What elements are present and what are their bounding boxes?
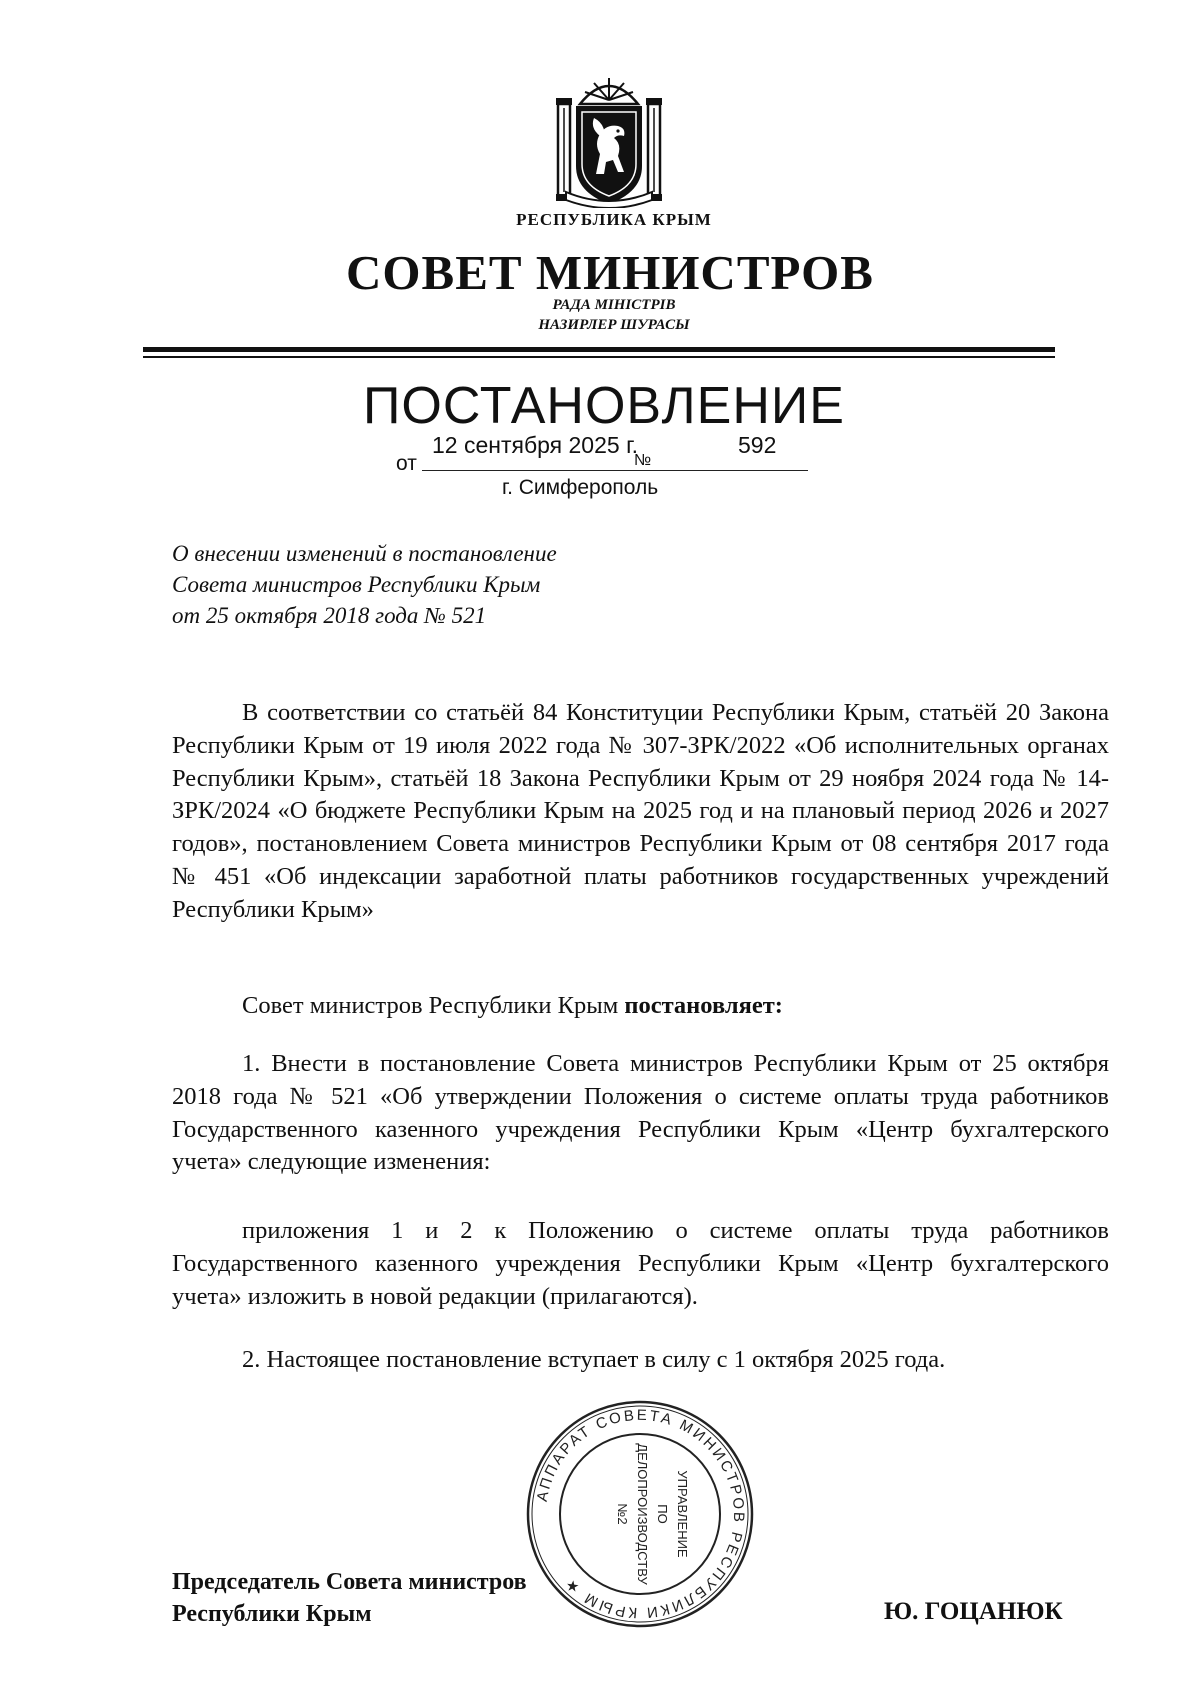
document-city: г. Симферополь <box>502 476 659 499</box>
svg-text:№2: №2 <box>615 1503 630 1525</box>
item-2-text: 2. Настоящее постановление вступает в силу с 1 октября 2025 года. <box>242 1346 946 1373</box>
council-name: СОВЕТ МИНИСТРОВ <box>346 245 874 300</box>
document-number-label: № <box>634 452 652 469</box>
appendix-text: приложения 1 и 2 к Положению о системе оплаты труда работников Государственного казенного учреждения Республики Крым «Центр бухгалтерского учета» изложить в новой редакции (прилагаются). <box>172 1217 1109 1310</box>
document-date: 12 сентября 2025 г. <box>432 432 639 458</box>
header-rule-thin <box>143 356 1055 358</box>
date-number-underline <box>422 470 808 471</box>
legal-basis-text: В соответствии со статьёй 84 Конституции Республики Крым, статьёй 20 Закона Республики Крым от 19 июля 2022 года № 307-ЗРК/2022 «Об исполнительных органах Республики Крым», статьёй 18 Закона Республики Крым от 29 ноября 2024 года № 14-ЗРК/2024 «О бюджете Республики Крым на 2025 год и на плановый период 2026 и 2027 годов», постановлением Совета министров Республики Крым от 08 сентября 2017 года № 451 «Об индексации заработной платы работников государственных учреждений Республики Крым» <box>172 699 1109 923</box>
signer-position-line: Республики Крым <box>172 1601 372 1627</box>
resolves-prefix: Совет министров Республики Крым <box>242 992 619 1019</box>
council-name-crimean-tatar: НАЗИРЛЕР ШУРАСЫ <box>538 317 690 333</box>
header-rule-thick <box>143 347 1055 352</box>
svg-text:УПРАВЛЕНИЕ: УПРАВЛЕНИЕ <box>675 1470 690 1558</box>
subject-line: О внесении изменений в постановление <box>172 541 557 566</box>
item-1-text: 1. Внести в постановление Совета министров Республики Крым от 25 октября 2018 года № 521 «Об утверждении Положения о системе оплаты труда работников Государственного казенного учреждения Республики Крым «Центр бухгалтерского учета» следующие изменения: <box>172 1050 1109 1176</box>
resolves-paragraph <box>172 990 1109 1023</box>
legal-basis-paragraph <box>172 697 1109 927</box>
svg-text:АППАРАТ СОВЕТА МИНИСТРОВ РЕСПУ: АППАРАТ СОВЕТА МИНИСТРОВ РЕСПУБЛИКИ КРЫМ ★ <box>533 1406 748 1622</box>
date-from-label: от <box>396 452 417 475</box>
document-subject <box>172 538 732 631</box>
signer-name: Ю. ГОЦАНЮК <box>884 1598 1063 1625</box>
document-type-title: ПОСТАНОВЛЕНИЕ <box>363 377 845 435</box>
republic-name: РЕСПУБЛИКА КРЫМ <box>516 210 712 229</box>
item-2-paragraph <box>172 1344 1109 1377</box>
resolves-keyword: постановляет: <box>624 992 783 1019</box>
svg-text:ПО: ПО <box>655 1504 670 1524</box>
subject-line: Совета министров Республики Крым <box>172 572 541 597</box>
appendix-paragraph <box>172 1215 1109 1313</box>
coat-of-arms-emblem <box>556 74 662 208</box>
signer-position <box>172 1566 527 1630</box>
council-name-ukrainian: РАДА МІНІСТРІВ <box>552 297 676 313</box>
item-1-paragraph <box>172 1048 1109 1179</box>
svg-text:ДЕЛОПРОИЗВОДСТВУ: ДЕЛОПРОИЗВОДСТВУ <box>635 1443 650 1585</box>
signer-position-line: Председатель Совета министров <box>172 1569 527 1595</box>
document-number: 592 <box>738 432 777 458</box>
official-stamp <box>524 1398 756 1630</box>
subject-line: от 25 октября 2018 года № 521 <box>172 603 487 628</box>
